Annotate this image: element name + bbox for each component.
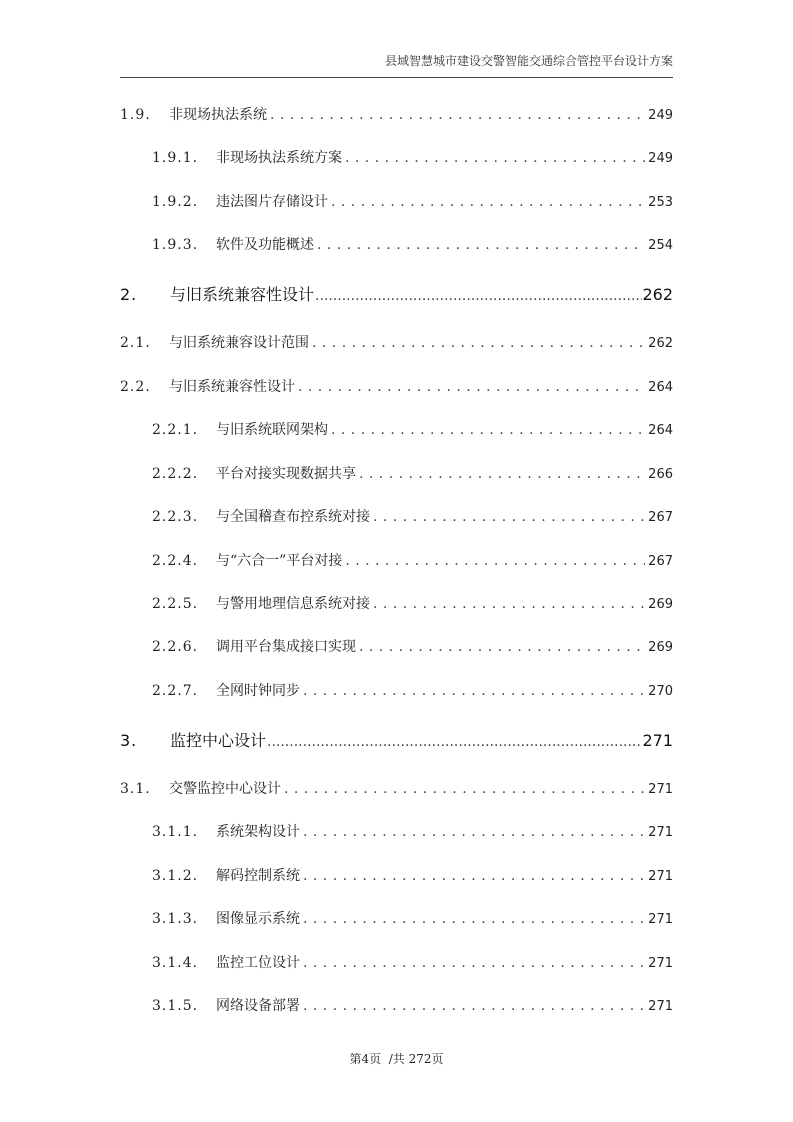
toc-entry-page: 271 (642, 731, 673, 750)
toc-entry[interactable] (120, 332, 673, 352)
page-header (120, 50, 673, 78)
toc-entry-number: 2.2.4. (152, 553, 199, 569)
toc-entry-number: 1.9.3. (152, 237, 199, 253)
toc-entry-number: 2.2.1. (152, 422, 199, 438)
dot-leader (267, 734, 642, 750)
toc-entry-page: 271 (648, 869, 673, 884)
toc-entry-number: 3.1.1. (152, 824, 199, 840)
toc-entry[interactable] (120, 778, 673, 798)
toc-entry[interactable] (152, 419, 673, 439)
toc-entry-number: 3.1.4. (152, 955, 199, 971)
dot-leader (359, 466, 645, 482)
toc-entry-title: 非现场执法系统方案 (216, 150, 342, 166)
toc-entry-page: 270 (648, 684, 673, 699)
toc-entry-number: 3.1.3. (152, 911, 199, 927)
toc-entry-number: 3.1.2. (152, 868, 199, 884)
dot-leader (373, 596, 645, 612)
toc-entry[interactable] (120, 104, 673, 124)
toc-entry[interactable] (152, 680, 673, 700)
toc-entry[interactable] (152, 593, 673, 613)
toc-entry[interactable] (152, 463, 673, 483)
toc-entry-title: 与旧系统联网架构 (216, 422, 328, 438)
toc-entry-title: 平台对接实现数据共享 (216, 466, 356, 482)
toc-entry-title: 图像显示系统 (216, 911, 300, 927)
toc-entry[interactable] (152, 995, 673, 1015)
dot-leader (359, 639, 645, 655)
toc-entry[interactable] (152, 908, 673, 928)
toc-entry-number: 2.2.6. (152, 639, 199, 655)
toc-entry-title: 全网时钟同步 (216, 683, 300, 699)
toc-entry-title: 系统架构设计 (216, 824, 300, 840)
toc-entry[interactable] (120, 376, 673, 396)
toc-entry-title: 与“六合一”平台对接 (216, 553, 343, 569)
toc-entry-title: 监控工位设计 (216, 955, 300, 971)
toc-entry-title: 交警监控中心设计 (169, 781, 281, 797)
toc-entry-number: 1.9. (120, 107, 151, 123)
dot-leader (331, 422, 645, 438)
toc-entry-page: 266 (648, 467, 673, 482)
dot-leader (298, 379, 645, 395)
dot-leader (270, 107, 645, 123)
dot-leader (303, 911, 645, 927)
toc-entry-page: 271 (648, 956, 673, 971)
toc-entry-title: 非现场执法系统 (169, 107, 267, 123)
toc-entry-page: 267 (648, 554, 673, 569)
toc-entry-title: 网络设备部署 (216, 998, 300, 1014)
toc-entry-number: 3.1. (120, 781, 151, 797)
toc-entry-number: 2.1. (120, 335, 151, 351)
toc-entry-page: 264 (648, 380, 673, 395)
toc-entry-title: 解码控制系统 (216, 868, 300, 884)
dot-leader (312, 335, 645, 351)
dot-leader (373, 509, 645, 525)
dot-leader (303, 683, 645, 699)
toc-entry-title: 与旧系统兼容设计范围 (169, 335, 309, 351)
toc-entry-page: 262 (642, 285, 673, 304)
dot-leader (303, 824, 645, 840)
toc-entry[interactable] (152, 550, 673, 570)
dot-leader (331, 194, 645, 210)
footer-suffix: 页 (431, 1052, 444, 1066)
footer-prefix: 第 (349, 1052, 362, 1066)
toc-entry-number: 3.1.5. (152, 998, 199, 1014)
toc-entry-title: 调用平台集成接口实现 (216, 639, 356, 655)
dot-leader (303, 998, 645, 1014)
toc-entry-number: 1.9.1. (152, 150, 199, 166)
footer-current-page: 4 (361, 1052, 370, 1066)
toc-entry-page: 253 (648, 195, 673, 210)
toc-entry-title: 软件及功能概述 (216, 237, 314, 253)
dot-leader (345, 150, 645, 166)
dot-leader (303, 868, 645, 884)
dot-leader (284, 781, 645, 797)
footer-middle: 页 /共 (369, 1052, 409, 1066)
toc-entry[interactable] (152, 191, 673, 211)
toc-entry-page: 267 (648, 510, 673, 525)
toc-entry-number: 2. (120, 285, 138, 304)
toc-entry-page: 264 (648, 423, 673, 438)
toc-entry-page: 269 (648, 597, 673, 612)
page-footer (0, 1050, 793, 1067)
toc-entry-number: 2.2.3. (152, 509, 199, 525)
toc-entry[interactable] (152, 234, 673, 254)
toc-entry-page: 269 (648, 640, 673, 655)
toc-entry[interactable] (152, 865, 673, 885)
dot-leader (345, 553, 645, 569)
toc-chapter-entry[interactable] (120, 728, 673, 751)
toc-entry-title: 与全国稽查布控系统对接 (216, 509, 370, 525)
toc-entry-page: 271 (648, 782, 673, 797)
dot-leader (315, 288, 642, 304)
toc-entry-page: 271 (648, 825, 673, 840)
toc-entry[interactable] (152, 821, 673, 841)
toc-entry-title: 与旧系统兼容性设计 (169, 379, 295, 395)
toc-entry[interactable] (152, 506, 673, 526)
toc-entry-number: 2.2. (120, 379, 151, 395)
toc-entry-page: 271 (648, 999, 673, 1014)
toc-entry-title: 与旧系统兼容性设计 (170, 285, 315, 304)
dot-leader (317, 237, 645, 253)
toc-entry-page: 254 (648, 238, 673, 253)
toc-entry[interactable] (152, 952, 673, 972)
document-title: 县域智慧城市建设交警智能交通综合管控平台设计方案 (384, 54, 673, 68)
footer-total-pages: 272 (408, 1052, 432, 1066)
toc-entry-number: 2.2.2. (152, 466, 199, 482)
dot-leader (303, 955, 645, 971)
toc-entry-number: 1.9.2. (152, 194, 199, 210)
toc-entry-page: 249 (648, 151, 673, 166)
toc-entry[interactable] (152, 147, 673, 167)
toc-entry[interactable] (152, 636, 673, 656)
toc-entry-number: 2.2.5. (152, 596, 199, 612)
toc-entry-page: 249 (648, 108, 673, 123)
toc-entry-title: 违法图片存储设计 (216, 194, 328, 210)
toc-chapter-entry[interactable] (120, 282, 673, 305)
toc-entry-number: 3. (120, 731, 138, 750)
toc-entry-page: 262 (648, 336, 673, 351)
toc-entry-title: 与警用地理信息系统对接 (216, 596, 370, 612)
toc-entry-title: 监控中心设计 (170, 731, 267, 750)
toc-entry-number: 2.2.7. (152, 683, 199, 699)
toc-entry-page: 271 (648, 912, 673, 927)
